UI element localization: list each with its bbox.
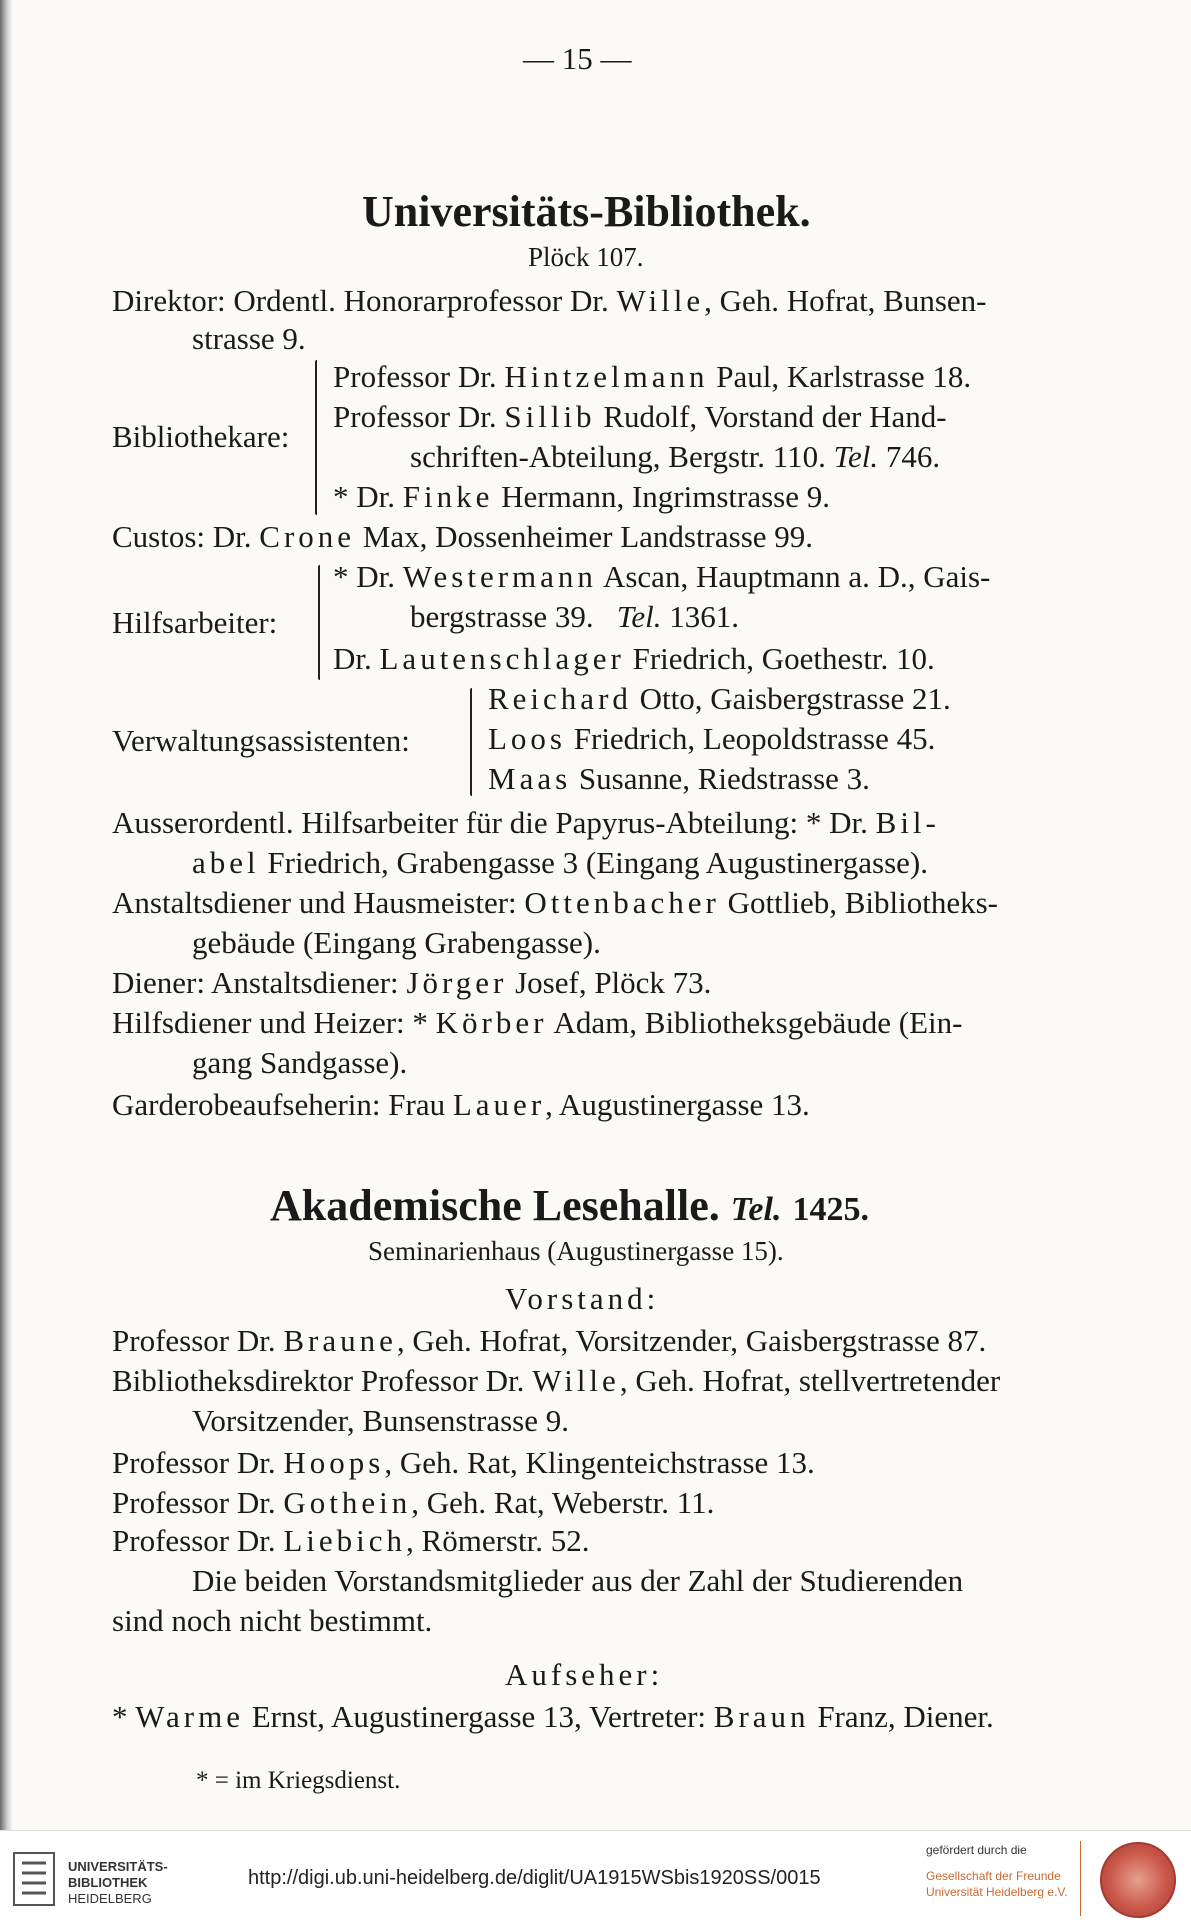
bibliothekar-2-line2: schriften-Abteilung, Bergstr. 110. Tel. 746. [410,439,941,474]
lesehalle-address: Seminarienhaus (Augustinergasse 15). [368,1236,784,1266]
note-line1: Die beiden Vorstandsmitglieder aus der Zahl der Studierenden [192,1563,964,1598]
verwaltung-3: Maas Susanne, Riedstrasse 3. [488,761,870,796]
vorstand-1: Professor Dr. Braune, Geh. Hofrat, Vorsitzender, Gaisbergstrasse 87. [112,1323,987,1358]
bibliothekare-label: Bibliothekare: [112,419,290,454]
anstaltsdiener-line1: Anstaltsdiener und Hausmeister: Ottenbacher Gottlieb, Bibliotheks- [112,885,998,920]
bibliothekar-1: Professor Dr. Hintzelmann Paul, Karlstrasse 18. [333,359,972,394]
vorstand-2-line1: Bibliotheksdirektor Professor Dr. Wille, Geh. Hofrat, stellvertretender [112,1363,1001,1398]
heizer-line2: gang Sandgasse). [192,1045,408,1080]
footer-divider [1080,1841,1081,1916]
bibliothekar-3: * Dr. Finke Hermann, Ingrimstrasse 9. [333,479,830,514]
direktor-line2: strasse 9. [192,321,306,356]
sponsor-name-line1: Gesellschaft der Freunde [926,1869,1061,1883]
university-seal-icon [1100,1842,1176,1918]
logo-text-line3: HEIDELBERG [68,1891,152,1906]
vorstand-heading: Vorstand: [505,1281,660,1316]
anstaltsdiener-line2: gebäude (Eingang Grabengasse). [192,925,601,960]
footnote: * = im Kriegsdienst. [196,1767,401,1794]
sponsor-intro: gefördert durch die [926,1843,1027,1857]
aufseher-line: * Warme Ernst, Augustinergasse 13, Vertreter: Braun Franz, Diener. [112,1699,994,1734]
hilfsarbeiter-2: Dr. Lautenschlager Friedrich, Goethestr. 10. [333,641,935,676]
custos-line: Custos: Dr. Crone Max, Dossenheimer Landstrasse 99. [112,519,814,554]
bibliothekare-brace [315,360,317,515]
sponsor-name-line2: Universität Heidelberg e.V. [926,1885,1068,1899]
hilfsarbeiter-label: Hilfsarbeiter: [112,605,278,640]
section-title-ub: Universitäts-Bibliothek. [362,187,811,236]
vorstand-2-line2: Vorsitzender, Bunsenstrasse 9. [192,1403,570,1438]
direktor-line1: Direktor: Ordentl. Honorarprofessor Dr. Wille, Geh. Hofrat, Bunsen- [112,283,987,318]
vorstand-3: Professor Dr. Hoops, Geh. Rat, Klingenteichstrasse 13. [112,1445,815,1480]
ausserordentl-line2: abel Friedrich, Grabengasse 3 (Eingang Augustinergasse). [192,845,928,880]
ausserordentl-line1: Ausserordentl. Hilfsarbeiter für die Papyrus-Abteilung: * Dr. Bil- [112,805,940,840]
logo-text-line2: BIBLIOTHEK [68,1875,148,1890]
bibliothekar-2-line1: Professor Dr. Sillib Rudolf, Vorstand der Hand- [333,399,947,434]
verwaltung-2: Loos Friedrich, Leopoldstrasse 45. [488,721,936,756]
logo-text-line1: UNIVERSITÄTS- [68,1859,168,1874]
aufseher-heading: Aufseher: [505,1657,664,1692]
vorstand-4: Professor Dr. Gothein, Geh. Rat, Weberstr. 11. [112,1485,715,1520]
page-number: — 15 — [523,41,632,76]
book-spine-edge [0,0,12,1830]
hilfsarbeiter-brace [318,565,320,680]
diener-line: Diener: Anstaltsdiener: Jörger Josef, Plöck 73. [112,965,712,1000]
university-library-logo-icon [12,1851,60,1907]
verwaltung-1: Reichard Otto, Gaisbergstrasse 21. [488,681,951,716]
hilfsarbeiter-1-line2: bergstrasse 39. Tel. 1361. [410,599,739,634]
vorstand-5: Professor Dr. Liebich, Römerstr. 52. [112,1523,590,1558]
verwaltungsassistenten-label: Verwaltungsassistenten: [112,723,410,758]
hilfsarbeiter-1-line1: * Dr. Westermann Ascan, Hauptmann a. D., Gais- [333,559,991,594]
verwaltung-brace [470,688,472,796]
garderobe-line: Garderobeaufseherin: Frau Lauer, Augustinergasse 13. [112,1087,810,1122]
section-title-lesehalle: Akademische Lesehalle. Tel. 1425. [270,1181,869,1230]
digitization-footer [0,1830,1191,1926]
source-url-link[interactable]: http://digi.ub.uni-heidelberg.de/diglit/UA1915WSbis1920SS/0015 [248,1867,821,1889]
ub-address: Plöck 107. [528,242,644,272]
heizer-line1: Hilfsdiener und Heizer: * Körber Adam, Bibliotheksgebäude (Ein- [112,1005,963,1040]
note-line2: sind noch nicht bestimmt. [112,1603,433,1638]
